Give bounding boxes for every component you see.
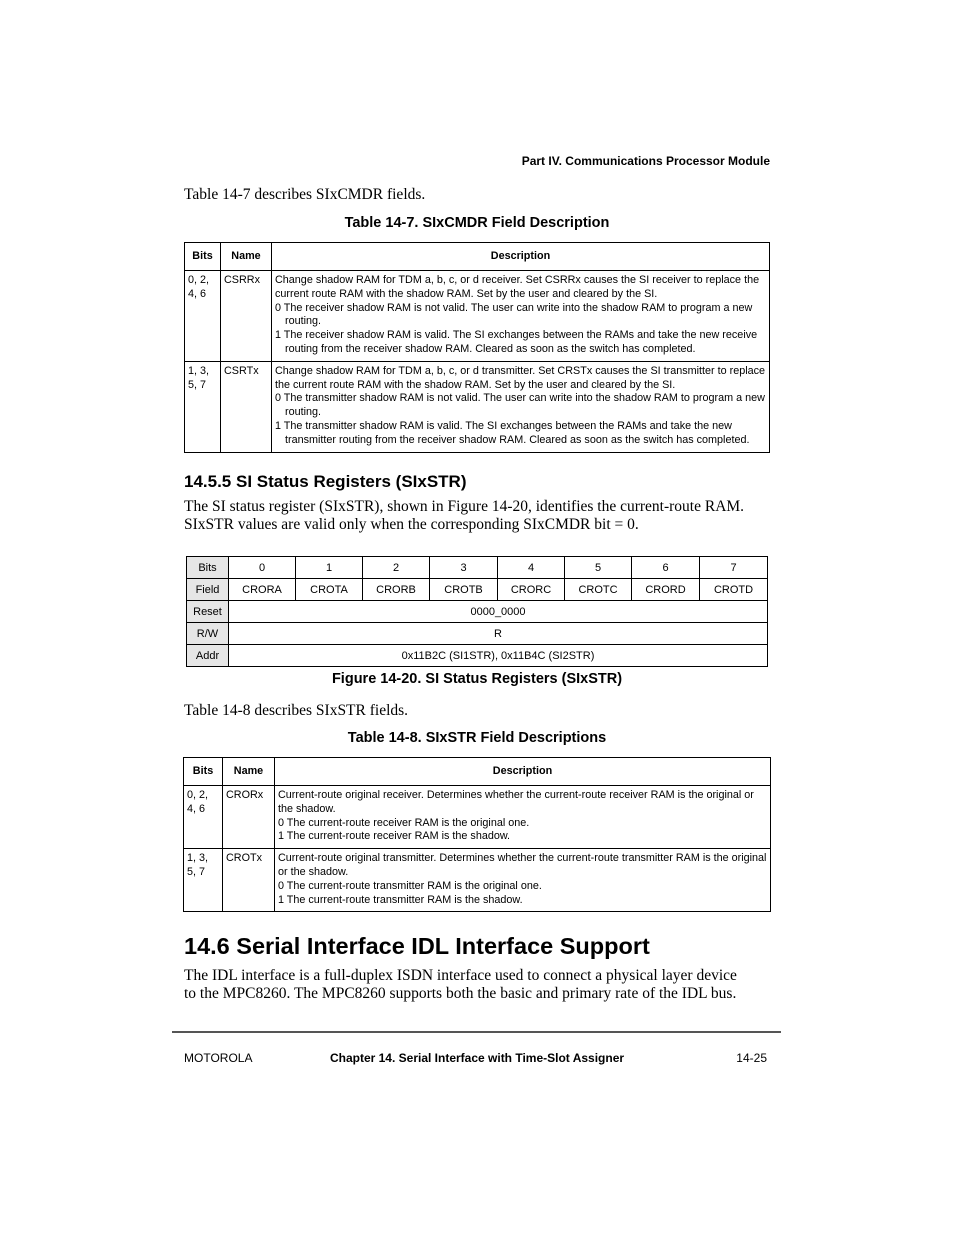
field-name: CROTA bbox=[296, 579, 363, 601]
bit-number: 4 bbox=[498, 557, 565, 579]
footer-rule bbox=[172, 1031, 781, 1033]
rw-label: R/W bbox=[187, 623, 229, 645]
addr-label: Addr bbox=[187, 645, 229, 667]
intro-table-14-8: Table 14-8 describes SIxSTR fields. bbox=[184, 702, 409, 719]
footer-publisher: MOTOROLA bbox=[184, 1051, 253, 1065]
option-0: 0 The receiver shadow RAM is not valid. The user can write into the shadow RAM to program a new routing. bbox=[275, 301, 753, 328]
option-0: 0 The current-route transmitter RAM is the original one. bbox=[278, 879, 542, 892]
field-name: CROTB bbox=[430, 579, 498, 601]
bit-number: 3 bbox=[430, 557, 498, 579]
description-text: Current-route original transmitter. Determines whether the current-route transmitter RAM is the original or the shadow. bbox=[278, 852, 767, 878]
footer-chapter-title: Chapter 14. Serial Interface with Time-Slot Assigner bbox=[329, 1051, 625, 1065]
field-name: CROTD bbox=[700, 579, 768, 601]
bits-cell: 0, 2, 4, 6 bbox=[185, 271, 221, 362]
bit-number: 6 bbox=[632, 557, 700, 579]
running-head: Part IV. Communications Processor Module bbox=[521, 154, 770, 168]
intro-table-14-7: Table 14-7 describes SIxCMDR fields. bbox=[184, 186, 426, 203]
table-14-8-caption: Table 14-8. SIxSTR Field Descriptions bbox=[347, 730, 607, 746]
table-row bbox=[184, 849, 771, 912]
bit-number: 1 bbox=[296, 557, 363, 579]
reset-label: Reset bbox=[187, 601, 229, 623]
table-14-7 bbox=[184, 242, 770, 453]
section-heading-14-5-5: 14.5.5 SI Status Registers (SIxSTR) bbox=[184, 472, 467, 491]
description-text: Change shadow RAM for TDM a, b, c, or d transmitter. Set CRSTx causes the SI transmitter to replace the current route RAM with the shadow RAM. Set by the user and cleared by the SI. bbox=[275, 364, 766, 391]
reset-value: 0000_0000 bbox=[229, 601, 768, 623]
option-1: 1 The current-route receiver RAM is the shadow. bbox=[278, 830, 511, 843]
table-14-7-caption: Table 14-7. SIxCMDR Field Description bbox=[344, 215, 610, 231]
option-1: 1 The current-route transmitter RAM is the shadow. bbox=[278, 893, 523, 906]
description-cell bbox=[275, 786, 771, 849]
description-text: Change shadow RAM for TDM a, b, c, or d receiver. Set CSRRx causes the SI receiver to replace the current route RAM with the shadow RAM. Set by the user and cleared by the SI. bbox=[275, 274, 760, 300]
field-name: CRORD bbox=[632, 579, 700, 601]
field-name: CROTC bbox=[565, 579, 632, 601]
col-header-bits: Bits bbox=[185, 243, 221, 271]
register-diagram-sixstr bbox=[186, 556, 768, 667]
field-label: Field bbox=[187, 579, 229, 601]
name-cell: CRORx bbox=[223, 786, 275, 849]
bit-number: 7 bbox=[700, 557, 768, 579]
table-row bbox=[184, 786, 771, 849]
col-header-name: Name bbox=[221, 243, 272, 271]
section-14-5-5-line-2: SIxSTR values are valid only when the corresponding SIxCMDR bit = 0. bbox=[184, 516, 639, 533]
table-row bbox=[185, 361, 770, 452]
bit-number: 2 bbox=[363, 557, 430, 579]
col-header-description: Description bbox=[272, 243, 770, 271]
footer-page-number: 14-25 bbox=[736, 1051, 767, 1065]
bit-number: 0 bbox=[229, 557, 296, 579]
bits-cell: 0, 2, 4, 6 bbox=[184, 786, 223, 849]
col-header-description: Description bbox=[275, 758, 771, 786]
section-14-5-5-line-1: The SI status register (SIxSTR), shown in Figure 14-20, identifies the current-route RAM. bbox=[184, 498, 745, 515]
option-0: 0 The current-route receiver RAM is the original one. bbox=[278, 816, 530, 829]
rw-value: R bbox=[229, 623, 768, 645]
addr-value: 0x11B2C (SI1STR), 0x11B4C (SI2STR) bbox=[229, 645, 768, 667]
field-name: CRORA bbox=[229, 579, 296, 601]
field-name: CRORC bbox=[498, 579, 565, 601]
name-cell: CROTx bbox=[223, 849, 275, 912]
bit-number: 5 bbox=[565, 557, 632, 579]
section-14-6-line-2: to the MPC8260. The MPC8260 supports both the basic and primary rate of the IDL bus. bbox=[184, 985, 737, 1002]
section-14-6-line-1: The IDL interface is a full-duplex ISDN interface used to connect a physical layer device bbox=[184, 967, 737, 984]
description-text: Current-route original receiver. Determines whether the current-route receiver RAM is the original or the shadow. bbox=[278, 789, 754, 815]
figure-14-20-caption: Figure 14-20. SI Status Registers (SIxSTR) bbox=[331, 671, 623, 687]
description-cell bbox=[272, 361, 770, 452]
option-1: 1 The receiver shadow RAM is valid. The SI exchanges between the RAMs and take the new receive routing from the receiver shadow RAM. Cleared as soon as the switch has completed. bbox=[275, 329, 758, 355]
table-row bbox=[185, 271, 770, 362]
col-header-bits: Bits bbox=[184, 758, 223, 786]
option-0: 0 The transmitter shadow RAM is not valid. The user can write into the shadow RAM to program a new routing. bbox=[275, 392, 765, 419]
table-14-8 bbox=[183, 757, 771, 912]
section-heading-14-6: 14.6 Serial Interface IDL Interface Support bbox=[184, 933, 650, 959]
field-name: CRORB bbox=[363, 579, 430, 601]
bits-label: Bits bbox=[187, 557, 229, 579]
description-cell bbox=[275, 849, 771, 912]
description-cell bbox=[272, 271, 770, 362]
bits-cell: 1, 3, 5, 7 bbox=[184, 849, 223, 912]
name-cell: CSRTx bbox=[221, 361, 272, 452]
col-header-name: Name bbox=[223, 758, 275, 786]
name-cell: CSRRx bbox=[221, 271, 272, 362]
option-1: 1 The transmitter shadow RAM is valid. The SI exchanges between the RAMs and take the new transmitter routing from the receiver shadow RAM. Cleared as soon as the switch has completed. bbox=[275, 419, 750, 446]
bits-cell: 1, 3, 5, 7 bbox=[185, 361, 221, 452]
